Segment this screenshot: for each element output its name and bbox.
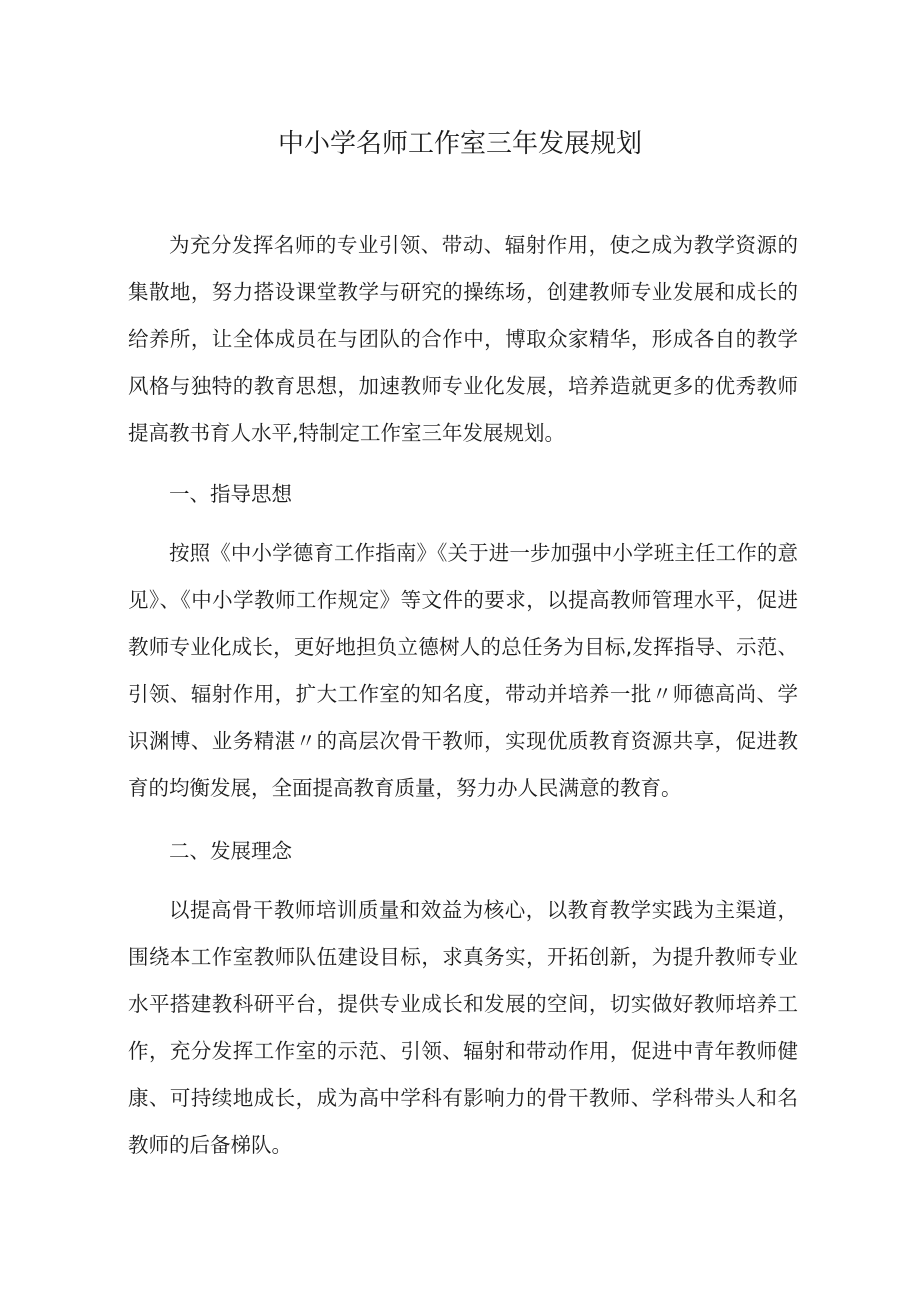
intro-paragraph: 为充分发挥名师的专业引领、带动、辐射作用，使之成为教学资源的集散地，努力搭设课堂教学与研究的操练场，创建教师专业发展和成长的给养所，让全体成员在与团队的合作中，博取众家精华，形成各自的教学风格与独特的教育思想，加速教师专业化发展，培养造就更多的优秀教师提高教书育人水平,特制定工作室三年发展规划。 [128, 233, 798, 445]
section-body-development-concept: 以提高骨干教师培训质量和效益为核心，以教育教学实践为主渠道，围绕本工作室教师队伍建设目标，求真务实，开拓创新，为提升教师专业水平搭建教科研平台，提供专业成长和发展的空间，切实做好教师培养工作，充分发挥工作室的示范、引领、辐射和带动作用，促进中青年教师健康、可持续地成长，成为高中学科有影响力的骨干教师、学科带头人和名教师的后备梯队。 [128, 898, 798, 1157]
section-heading-guiding-ideology: 一、指导思想 [169, 482, 292, 506]
section-heading-development-concept: 二、发展理念 [169, 839, 292, 863]
section-body-guiding-ideology: 按照《中小学德育工作指南》《关于进一步加强中小学班主任工作的意见》、《中小学教师工作规定》等文件的要求，以提高教师管理水平，促进教师专业化成长，更好地担负立德树人的总任务为目标,发挥指导、示范、引领、辐射作用，扩大工作室的知名度，带动并培养一批〃师德高尚、学识渊博、业务精湛〃的高层次骨干教师，实现优质教育资源共享，促进教育的均衡发展，全面提高教育质量，努力办人民满意的教育。 [128, 541, 798, 800]
document-body [128, 222, 798, 1169]
document-title: 中小学名师工作室三年发展规划 [277, 129, 642, 159]
